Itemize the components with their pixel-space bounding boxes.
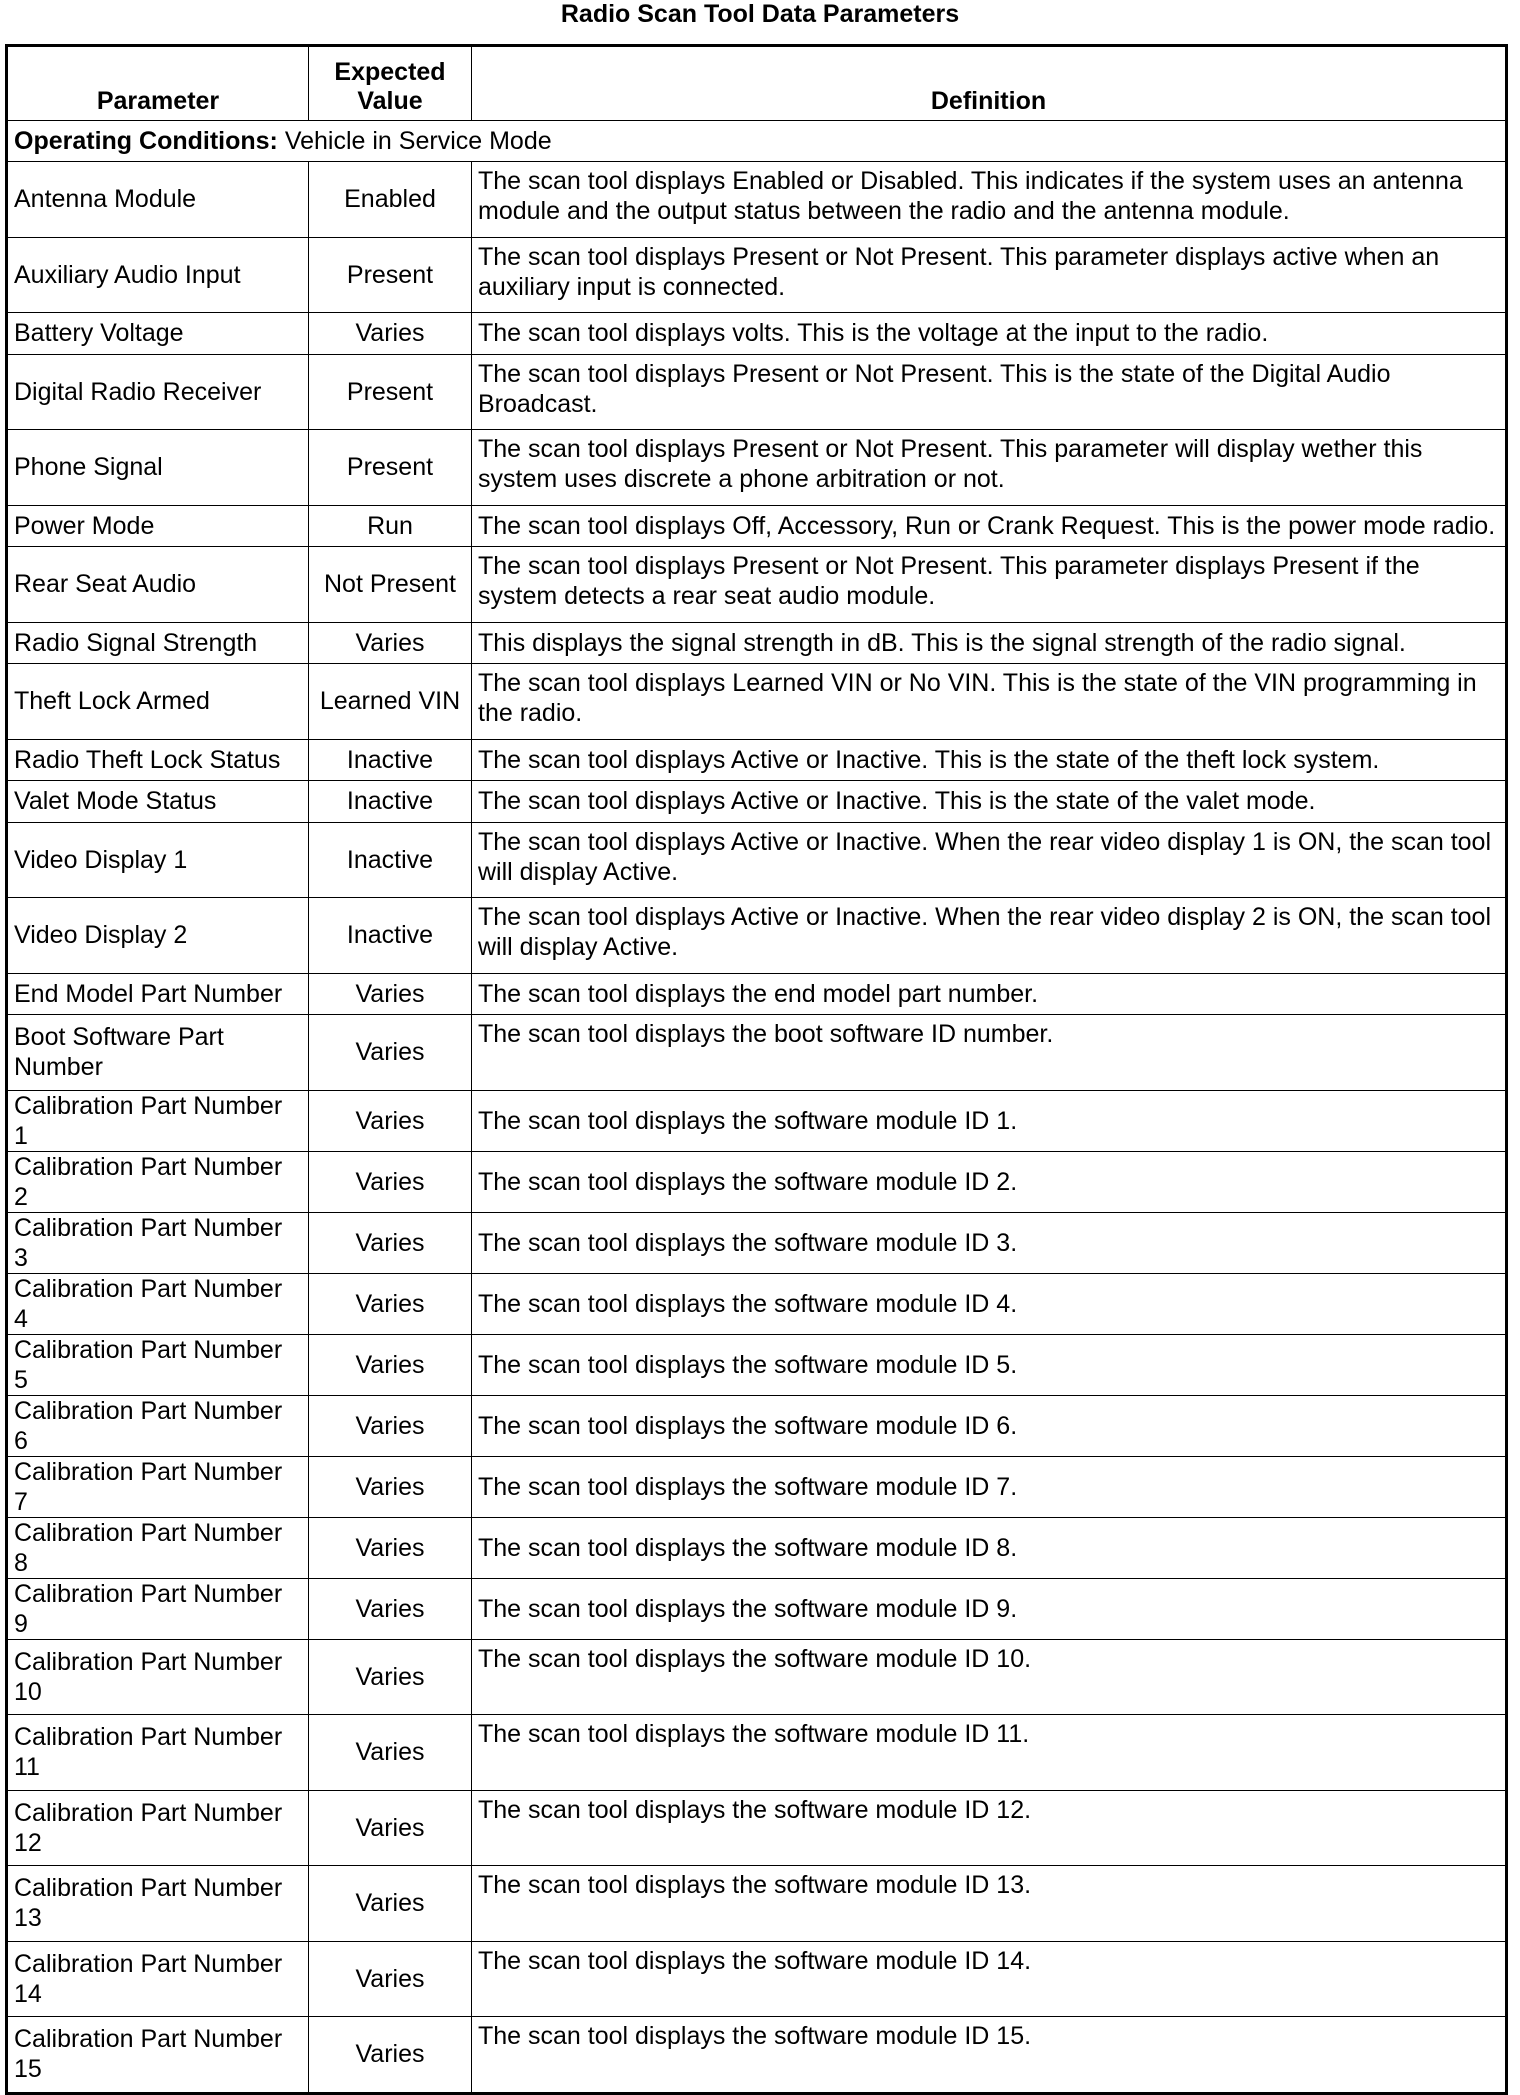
definition-cell: The scan tool displays Present or Not Present. This parameter will display wether this system uses discrete a phone arbitration or not. (472, 430, 1507, 506)
expected-value-cell: Varies (309, 2017, 472, 2094)
table-row (7, 313, 1507, 355)
parameter-cell: Calibration Part Number 14 (7, 1941, 309, 2017)
table-row (7, 1715, 1507, 1791)
table-row (7, 1090, 1507, 1151)
operating-conditions-text: Vehicle in Service Mode (277, 127, 552, 155)
definition-cell: The scan tool displays the software module ID 8. (472, 1517, 1507, 1578)
table-row (7, 1212, 1507, 1273)
parameter-cell: Phone Signal (7, 430, 309, 506)
table-row (7, 1578, 1507, 1639)
expected-value-cell: Varies (309, 1517, 472, 1578)
definition-cell: The scan tool displays the boot software ID number. (472, 1015, 1507, 1091)
definition-cell: The scan tool displays Active or Inactive. When the rear video display 2 is ON, the scan tool will display Active. (472, 898, 1507, 974)
parameter-cell: Calibration Part Number 1 (7, 1090, 309, 1151)
parameter-cell: Radio Signal Strength (7, 622, 309, 664)
header-expected-value-line2: Value (357, 87, 423, 115)
definition-cell: The scan tool displays the end model part number. (472, 973, 1507, 1015)
definition-cell: The scan tool displays the software module ID 10. (472, 1639, 1507, 1715)
definition-cell: The scan tool displays the software module ID 3. (472, 1212, 1507, 1273)
expected-value-cell: Varies (309, 973, 472, 1015)
parameter-cell: Valet Mode Status (7, 781, 309, 823)
parameter-cell: Battery Voltage (7, 313, 309, 355)
table-row (7, 898, 1507, 974)
parameter-cell: Calibration Part Number 8 (7, 1517, 309, 1578)
expected-value-cell: Varies (309, 1866, 472, 1942)
table-row (7, 1395, 1507, 1456)
definition-cell: The scan tool displays the software module ID 12. (472, 1790, 1507, 1866)
definition-cell: The scan tool displays Present or Not Present. This parameter displays active when an auxiliary input is connected. (472, 237, 1507, 313)
expected-value-cell: Present (309, 354, 472, 430)
table-row (7, 739, 1507, 781)
table-row (7, 430, 1507, 506)
expected-value-cell: Enabled (309, 162, 472, 238)
expected-value-cell: Inactive (309, 781, 472, 823)
definition-cell: The scan tool displays Present or Not Present. This parameter displays Present if the system detects a rear seat audio module. (472, 547, 1507, 623)
table-row (7, 547, 1507, 623)
parameter-cell: Calibration Part Number 6 (7, 1395, 309, 1456)
definition-cell: The scan tool displays the software module ID 15. (472, 2017, 1507, 2094)
definition-cell: The scan tool displays Off, Accessory, Run or Crank Request. This is the power mode radio. (472, 505, 1507, 547)
scan-tool-data-table (5, 44, 1508, 2095)
definition-cell: The scan tool displays volts. This is the voltage at the input to the radio. (472, 313, 1507, 355)
definition-cell: The scan tool displays the software module ID 2. (472, 1151, 1507, 1212)
table-row (7, 664, 1507, 740)
table-row (7, 1866, 1507, 1942)
expected-value-cell: Varies (309, 1212, 472, 1273)
parameter-cell: Calibration Part Number 13 (7, 1866, 309, 1942)
table-row (7, 354, 1507, 430)
definition-cell: The scan tool displays the software module ID 6. (472, 1395, 1507, 1456)
parameter-cell: Calibration Part Number 9 (7, 1578, 309, 1639)
expected-value-cell: Present (309, 237, 472, 313)
table-row (7, 1015, 1507, 1091)
expected-value-cell: Varies (309, 1941, 472, 2017)
table-row (7, 237, 1507, 313)
definition-cell: The scan tool displays the software module ID 5. (472, 1334, 1507, 1395)
header-definition: Definition (472, 46, 1507, 121)
definition-cell: The scan tool displays the software module ID 4. (472, 1273, 1507, 1334)
parameter-cell: End Model Part Number (7, 973, 309, 1015)
expected-value-cell: Learned VIN (309, 664, 472, 740)
expected-value-cell: Varies (309, 1790, 472, 1866)
parameter-cell: Calibration Part Number 7 (7, 1456, 309, 1517)
expected-value-cell: Inactive (309, 822, 472, 898)
parameter-cell: Antenna Module (7, 162, 309, 238)
table-row (7, 505, 1507, 547)
expected-value-cell: Varies (309, 1015, 472, 1091)
parameter-cell: Boot Software Part Number (7, 1015, 309, 1091)
table-row (7, 1456, 1507, 1517)
parameter-cell: Calibration Part Number 4 (7, 1273, 309, 1334)
table-row (7, 973, 1507, 1015)
operating-conditions-cell (7, 121, 1507, 162)
definition-cell: The scan tool displays Active or Inactive. This is the state of the theft lock system. (472, 739, 1507, 781)
parameter-cell: Rear Seat Audio (7, 547, 309, 623)
page-title: Radio Scan Tool Data Parameters (560, 0, 960, 28)
table-row (7, 781, 1507, 823)
expected-value-cell: Run (309, 505, 472, 547)
table-row (7, 1334, 1507, 1395)
expected-value-cell: Varies (309, 1273, 472, 1334)
expected-value-cell: Present (309, 430, 472, 506)
table-row (7, 1273, 1507, 1334)
definition-cell: The scan tool displays the software module ID 7. (472, 1456, 1507, 1517)
expected-value-cell: Varies (309, 1715, 472, 1791)
parameter-cell: Calibration Part Number 15 (7, 2017, 309, 2094)
definition-cell: The scan tool displays Active or Inactive. This is the state of the valet mode. (472, 781, 1507, 823)
expected-value-cell: Not Present (309, 547, 472, 623)
definition-cell: The scan tool displays Present or Not Present. This is the state of the Digital Audio Broadcast. (472, 354, 1507, 430)
table-row (7, 1151, 1507, 1212)
definition-cell: The scan tool displays the software module ID 13. (472, 1866, 1507, 1942)
table-row (7, 622, 1507, 664)
definition-cell: The scan tool displays the software module ID 11. (472, 1715, 1507, 1791)
expected-value-cell: Varies (309, 1639, 472, 1715)
expected-value-cell: Varies (309, 1334, 472, 1395)
expected-value-cell: Inactive (309, 739, 472, 781)
definition-cell: The scan tool displays the software module ID 9. (472, 1578, 1507, 1639)
definition-cell: The scan tool displays Enabled or Disabled. This indicates if the system uses an antenna module and the output status between the radio and the antenna module. (472, 162, 1507, 238)
parameter-cell: Calibration Part Number 3 (7, 1212, 309, 1273)
table-row (7, 2017, 1507, 2094)
expected-value-cell: Inactive (309, 898, 472, 974)
table-row (7, 822, 1507, 898)
operating-conditions-row (7, 121, 1507, 162)
expected-value-cell: Varies (309, 1090, 472, 1151)
header-expected-value-line1: Expected (334, 58, 446, 86)
expected-value-cell: Varies (309, 1456, 472, 1517)
parameter-cell: Video Display 1 (7, 822, 309, 898)
definition-cell: This displays the signal strength in dB. This is the signal strength of the radio signal. (472, 622, 1507, 664)
expected-value-cell: Varies (309, 1578, 472, 1639)
parameter-cell: Theft Lock Armed (7, 664, 309, 740)
definition-cell: The scan tool displays the software module ID 1. (472, 1090, 1507, 1151)
definition-cell: The scan tool displays Learned VIN or No VIN. This is the state of the VIN programming in the radio. (472, 664, 1507, 740)
parameter-cell: Calibration Part Number 2 (7, 1151, 309, 1212)
table-row (7, 1517, 1507, 1578)
table-row (7, 1941, 1507, 2017)
definition-cell: The scan tool displays Active or Inactive. When the rear video display 1 is ON, the scan tool will display Active. (472, 822, 1507, 898)
table-row (7, 162, 1507, 238)
parameter-cell: Auxiliary Audio Input (7, 237, 309, 313)
table-row (7, 1790, 1507, 1866)
parameter-cell: Digital Radio Receiver (7, 354, 309, 430)
parameter-cell: Calibration Part Number 12 (7, 1790, 309, 1866)
table-row (7, 1639, 1507, 1715)
parameter-cell: Video Display 2 (7, 898, 309, 974)
table-header-row (7, 46, 1507, 121)
parameter-cell: Calibration Part Number 10 (7, 1639, 309, 1715)
expected-value-cell: Varies (309, 313, 472, 355)
definition-cell: The scan tool displays the software module ID 14. (472, 1941, 1507, 2017)
operating-conditions-label: Operating Conditions: (14, 127, 278, 155)
parameter-cell: Radio Theft Lock Status (7, 739, 309, 781)
parameter-cell: Calibration Part Number 11 (7, 1715, 309, 1791)
expected-value-cell: Varies (309, 1395, 472, 1456)
expected-value-cell: Varies (309, 622, 472, 664)
header-expected-value (309, 46, 472, 121)
header-parameter: Parameter (7, 46, 309, 121)
expected-value-cell: Varies (309, 1151, 472, 1212)
parameter-cell: Power Mode (7, 505, 309, 547)
parameter-cell: Calibration Part Number 5 (7, 1334, 309, 1395)
